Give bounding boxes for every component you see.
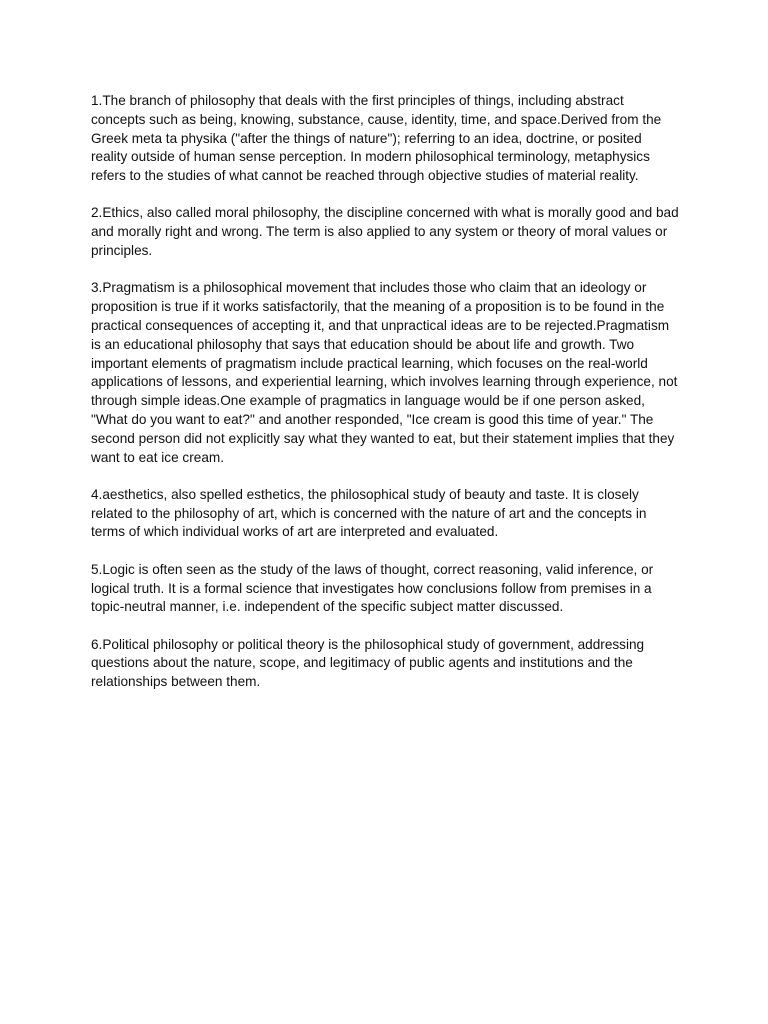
paragraph-aesthetics: 4.aesthetics, also spelled esthetics, the philosophical study of beauty and taste. It is closely related to the philosophy of art, which is concerned with the nature of art and the concepts in terms of which individual works of art are interpreted and evaluated.: [91, 486, 647, 540]
paragraph-metaphysics: 1.The branch of philosophy that deals with the first principles of things, including abstract concepts such as being, knowing, substance, cause, identity, time, and space.Derived from the Greek meta ta physika ("after the things of nature"); referring to an idea, doctrine, or posited reality outside of human sense perception. In modern philosophical terminology, metaphysics refers to the studies of what cannot be reached through objective studies of material reality.: [91, 93, 662, 184]
paragraph-logic: 5.Logic is often seen as the study of the laws of thought, correct reasoning, valid inference, or logical truth. It is a formal science that investigates how conclusions follow from premises in a topic-neutral manner, i.e. independent of the specific subject matter discussed.: [91, 561, 654, 615]
paragraph-ethics: 2.Ethics, also called moral philosophy, the discipline concerned with what is morally good and bad and morally right and wrong. The term is also applied to any system or theory of moral values or principles.: [91, 205, 679, 259]
document-body: [91, 92, 681, 711]
paragraph-pragmatism: 3.Pragmatism is a philosophical movement that includes those who claim that an ideology or proposition is true if it works satisfactorily, that the meaning of a proposition is to be found in the practical consequences of accepting it, and that unpractical ideas are to be rejected.Pragmatism is an educational philosophy that says that education should be about life and growth. Two important elements of pragmatism include practical learning, which focuses on the real-world applications of lessons, and experiential learning, which involves learning through experience, not through simple ideas.One example of pragmatics in language would be if one person asked, "What do you want to eat?" and another responded, "Ice cream is good this time of year." The second person did not explicitly say what they wanted to eat, but their statement implies that they want to eat ice cream.: [91, 280, 678, 465]
paragraph-political-philosophy: 6.Political philosophy or political theory is the philosophical study of government, addressing questions about the nature, scope, and legitimacy of public agents and institutions and the relationships between them.: [91, 636, 645, 690]
